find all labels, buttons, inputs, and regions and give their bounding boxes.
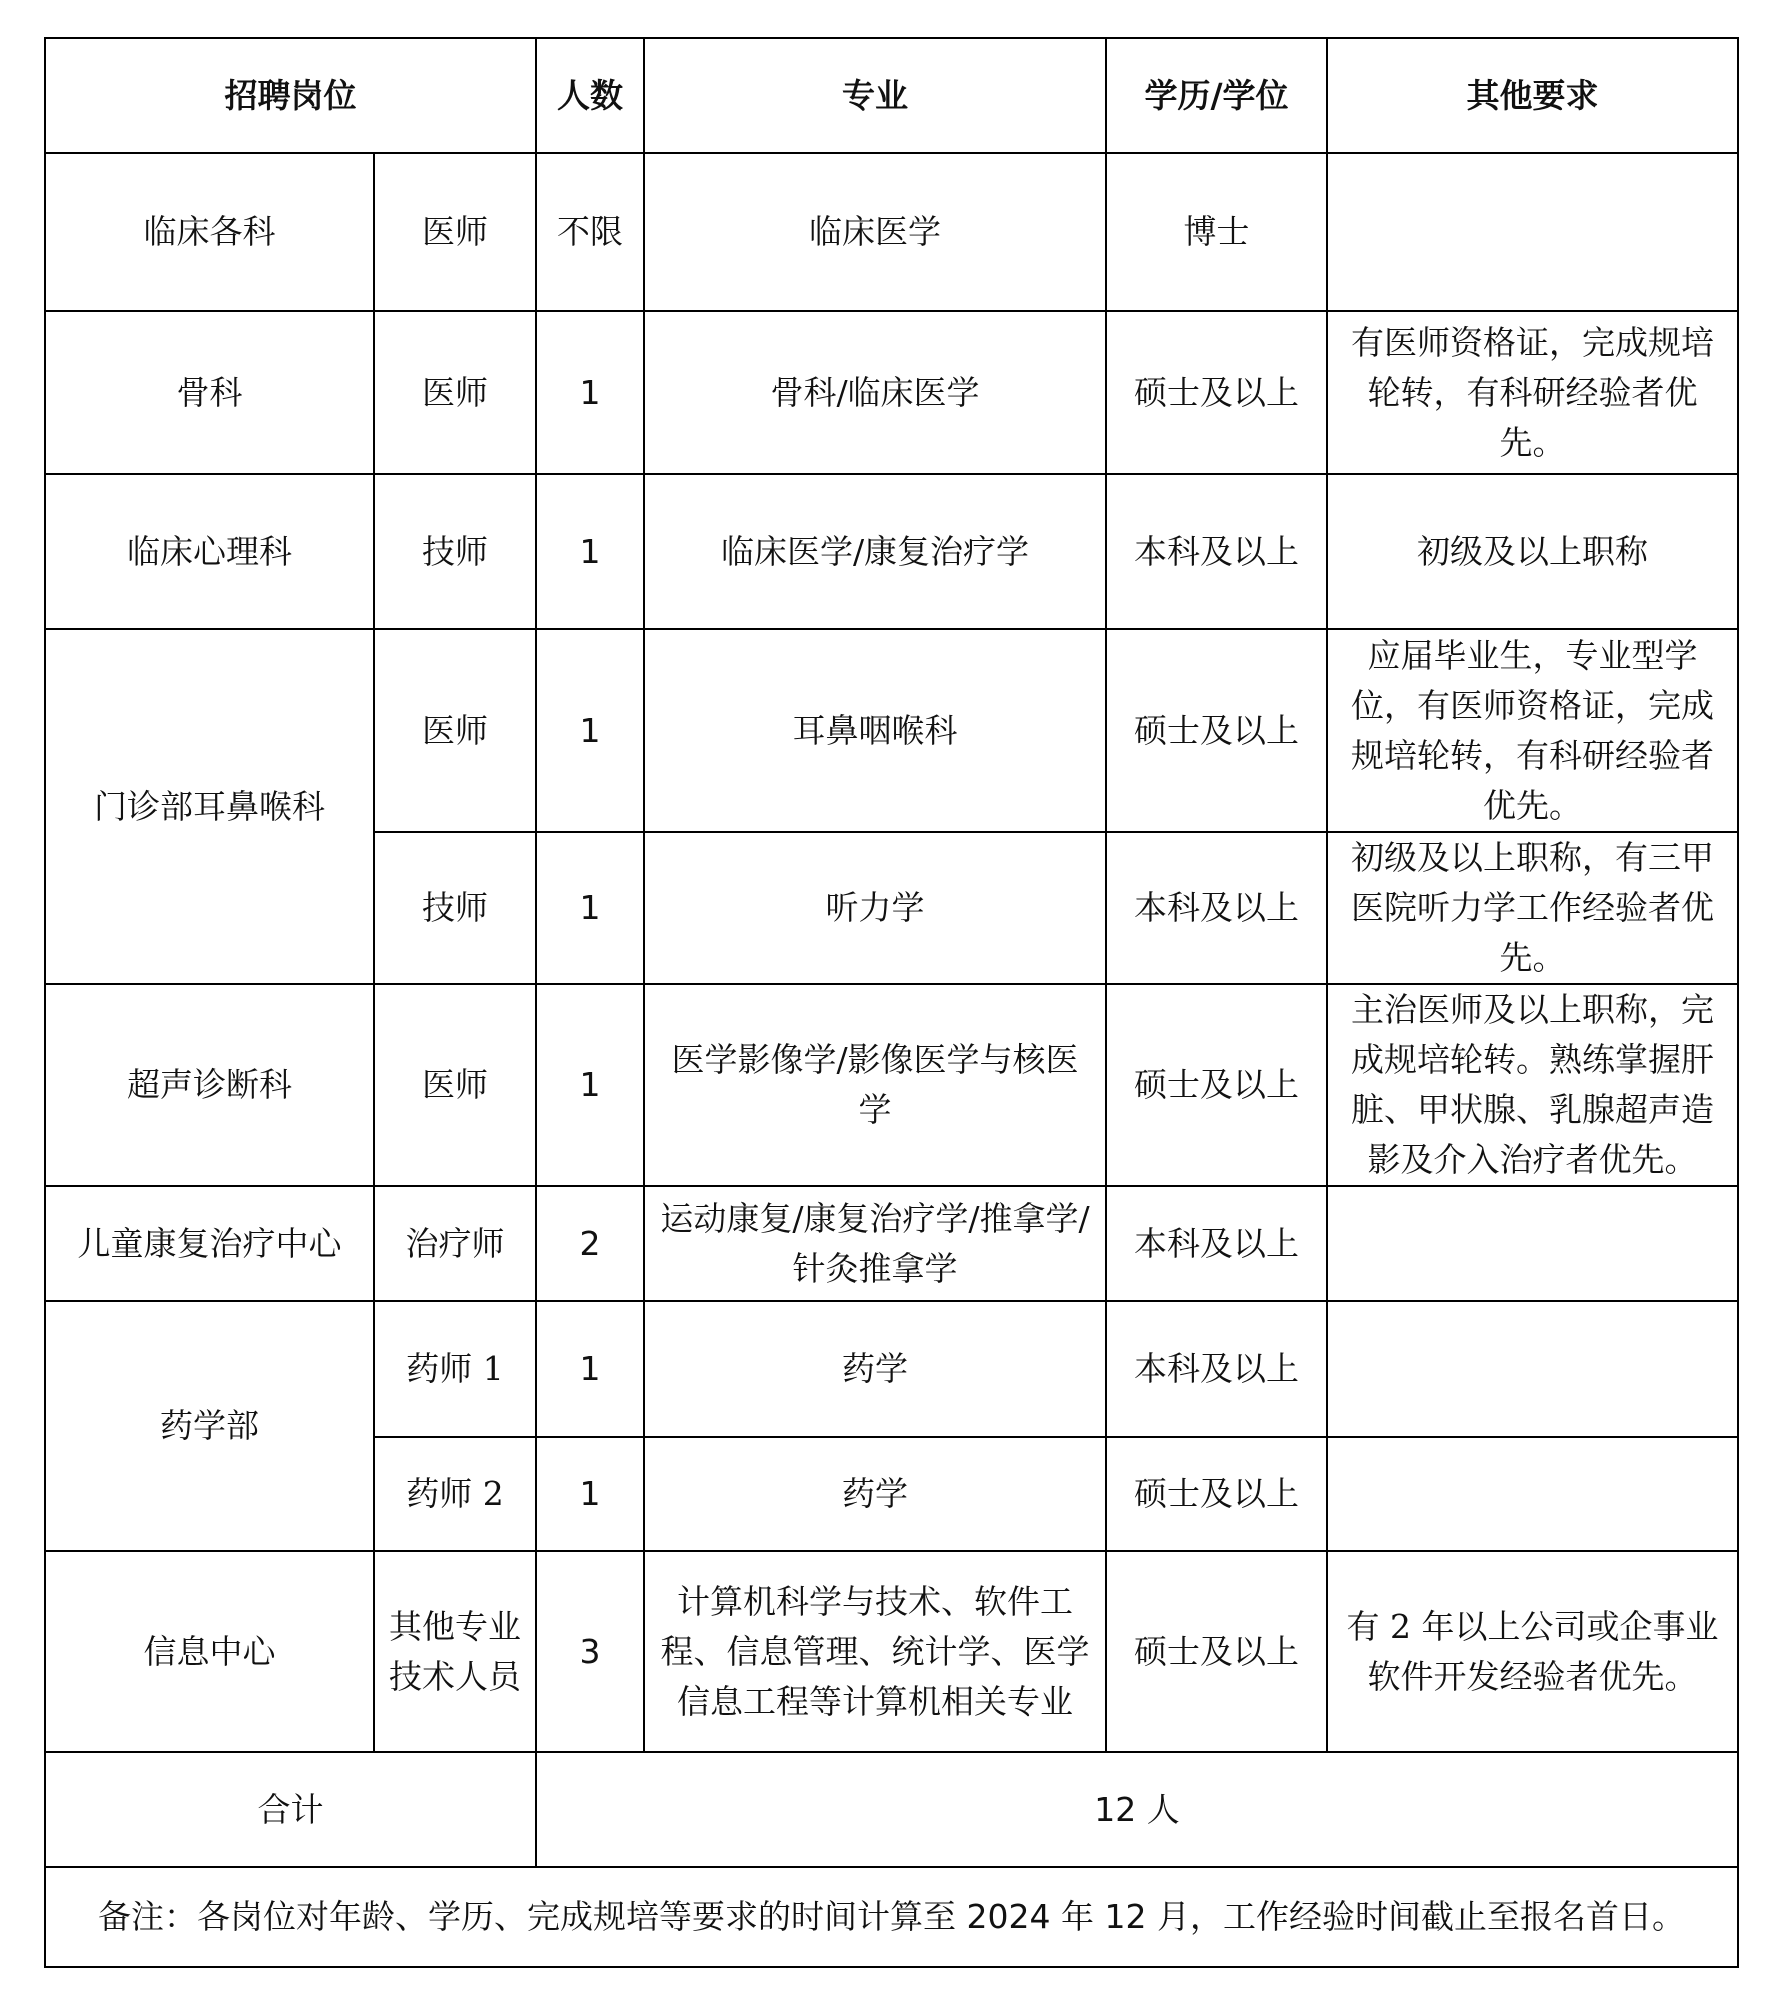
- header-post: 招聘岗位: [45, 38, 536, 153]
- education-cell: 博士: [1106, 153, 1327, 311]
- header-count: 人数: [536, 38, 644, 153]
- education-cell: 硕士及以上: [1106, 1437, 1327, 1551]
- position-cell: 药师 2: [374, 1437, 536, 1551]
- total-row: [45, 1752, 1738, 1867]
- education-cell: 本科及以上: [1106, 1186, 1327, 1301]
- other-cell: 初级及以上职称: [1327, 474, 1738, 629]
- dept-cell: 临床各科: [45, 153, 374, 311]
- major-cell: 耳鼻咽喉科: [644, 629, 1106, 832]
- major-cell: 骨科/临床医学: [644, 311, 1106, 474]
- position-cell: 医师: [374, 311, 536, 474]
- count-cell: 1: [536, 474, 644, 629]
- major-cell: 药学: [644, 1301, 1106, 1437]
- count-cell: 1: [536, 1301, 644, 1437]
- education-cell: 硕士及以上: [1106, 311, 1327, 474]
- count-cell: 1: [536, 984, 644, 1186]
- position-cell: 技师: [374, 832, 536, 984]
- table-row: [45, 153, 1738, 311]
- dept-cell: 门诊部耳鼻喉科: [45, 629, 374, 984]
- dept-cell: 药学部: [45, 1301, 374, 1551]
- note-text: 备注：各岗位对年龄、学历、完成规培等要求的时间计算至 2024 年 12 月，工作经验时间截止至报名首日。: [45, 1867, 1738, 1967]
- position-cell: 其他专业技术人员: [374, 1551, 536, 1752]
- dept-cell: 信息中心: [45, 1551, 374, 1752]
- table-row: [45, 1186, 1738, 1301]
- position-cell: 医师: [374, 153, 536, 311]
- count-cell: 1: [536, 1437, 644, 1551]
- other-cell: 有 2 年以上公司或企事业软件开发经验者优先。: [1327, 1551, 1738, 1752]
- table-row: [45, 984, 1738, 1186]
- major-cell: 临床医学: [644, 153, 1106, 311]
- header-major: 专业: [644, 38, 1106, 153]
- education-cell: 硕士及以上: [1106, 1551, 1327, 1752]
- other-cell: 主治医师及以上职称，完成规培轮转。熟练掌握肝脏、甲状腺、乳腺超声造影及介入治疗者优先。: [1327, 984, 1738, 1186]
- other-cell: [1327, 153, 1738, 311]
- header-other: 其他要求: [1327, 38, 1738, 153]
- education-cell: 本科及以上: [1106, 474, 1327, 629]
- table-row: [45, 1301, 1738, 1437]
- major-cell: 计算机科学与技术、软件工程、信息管理、统计学、医学信息工程等计算机相关专业: [644, 1551, 1106, 1752]
- table-row: [45, 311, 1738, 474]
- table-row: [45, 629, 1738, 832]
- count-cell: 2: [536, 1186, 644, 1301]
- total-value: 12 人: [536, 1752, 1738, 1867]
- major-cell: 听力学: [644, 832, 1106, 984]
- header-row: [45, 38, 1738, 153]
- total-label: 合计: [45, 1752, 536, 1867]
- dept-cell: 超声诊断科: [45, 984, 374, 1186]
- count-cell: 1: [536, 311, 644, 474]
- position-cell: 医师: [374, 984, 536, 1186]
- count-cell: 不限: [536, 153, 644, 311]
- position-cell: 治疗师: [374, 1186, 536, 1301]
- major-cell: 医学影像学/影像医学与核医学: [644, 984, 1106, 1186]
- position-cell: 医师: [374, 629, 536, 832]
- other-cell: 有医师资格证，完成规培轮转，有科研经验者优先。: [1327, 311, 1738, 474]
- other-cell: [1327, 1301, 1738, 1437]
- count-cell: 3: [536, 1551, 644, 1752]
- major-cell: 临床医学/康复治疗学: [644, 474, 1106, 629]
- header-education: 学历/学位: [1106, 38, 1327, 153]
- count-cell: 1: [536, 629, 644, 832]
- dept-cell: 骨科: [45, 311, 374, 474]
- count-cell: 1: [536, 832, 644, 984]
- education-cell: 本科及以上: [1106, 832, 1327, 984]
- recruitment-table: [44, 37, 1739, 1968]
- table-row: [45, 474, 1738, 629]
- position-cell: 技师: [374, 474, 536, 629]
- education-cell: 硕士及以上: [1106, 629, 1327, 832]
- note-row: [45, 1867, 1738, 1967]
- dept-cell: 儿童康复治疗中心: [45, 1186, 374, 1301]
- position-cell: 药师 1: [374, 1301, 536, 1437]
- education-cell: 本科及以上: [1106, 1301, 1327, 1437]
- other-cell: 应届毕业生，专业型学位，有医师资格证，完成规培轮转，有科研经验者优先。: [1327, 629, 1738, 832]
- major-cell: 运动康复/康复治疗学/推拿学/针灸推拿学: [644, 1186, 1106, 1301]
- major-cell: 药学: [644, 1437, 1106, 1551]
- table-row: [45, 1551, 1738, 1752]
- other-cell: [1327, 1186, 1738, 1301]
- other-cell: [1327, 1437, 1738, 1551]
- other-cell: 初级及以上职称，有三甲医院听力学工作经验者优先。: [1327, 832, 1738, 984]
- dept-cell: 临床心理科: [45, 474, 374, 629]
- education-cell: 硕士及以上: [1106, 984, 1327, 1186]
